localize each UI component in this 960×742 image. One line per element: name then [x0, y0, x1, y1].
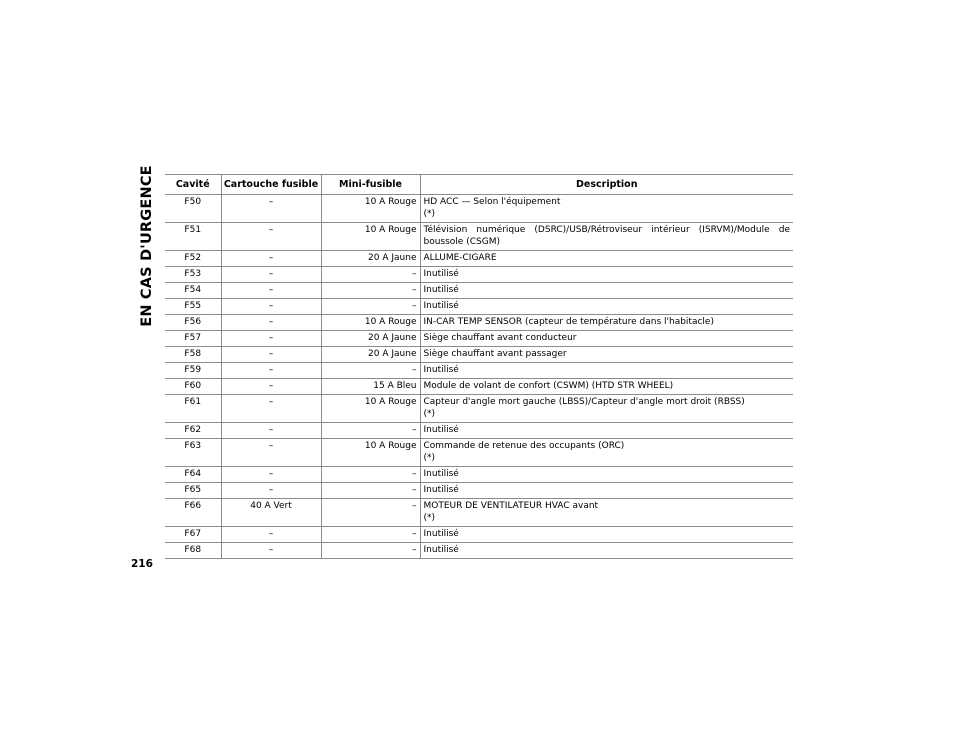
description-note: (*): [423, 409, 436, 419]
table-row: [165, 483, 793, 499]
cell-description: [420, 363, 793, 379]
cell-cavity: F61: [165, 395, 221, 423]
cell-mini: 10 A Rouge: [321, 439, 420, 467]
description-note: (*): [423, 453, 436, 463]
description-text: Inutilisé: [423, 469, 459, 479]
table-row: [165, 223, 793, 251]
cell-mini: 10 A Rouge: [321, 315, 420, 331]
cell-cartridge: –: [221, 283, 321, 299]
description-text: Inutilisé: [423, 529, 459, 539]
cell-cavity: F67: [165, 527, 221, 543]
cell-description: [420, 543, 793, 559]
cell-cartridge: –: [221, 331, 321, 347]
cell-mini: 20 A Jaune: [321, 347, 420, 363]
table-row: [165, 267, 793, 283]
table-row: [165, 195, 793, 223]
fuse-table-body: [165, 195, 793, 559]
cell-cartridge: –: [221, 251, 321, 267]
table-row: [165, 299, 793, 315]
cell-mini: 10 A Rouge: [321, 195, 420, 223]
cell-mini: –: [321, 499, 420, 527]
cell-cavity: F55: [165, 299, 221, 315]
description-text: Capteur d'angle mort gauche (LBSS)/Capteur d'angle mort droit (RBSS): [423, 397, 745, 407]
cell-mini: –: [321, 483, 420, 499]
cell-cartridge: –: [221, 299, 321, 315]
cell-cartridge: –: [221, 347, 321, 363]
description-text: Inutilisé: [423, 485, 459, 495]
description-text: Inutilisé: [423, 285, 459, 295]
cell-cartridge: –: [221, 423, 321, 439]
cell-mini: 10 A Rouge: [321, 395, 420, 423]
cell-cartridge: 40 A Vert: [221, 499, 321, 527]
cell-description: [420, 223, 793, 251]
table-row: [165, 251, 793, 267]
cell-cartridge: –: [221, 363, 321, 379]
cell-cartridge: –: [221, 379, 321, 395]
cell-cavity: F63: [165, 439, 221, 467]
cell-cavity: F62: [165, 423, 221, 439]
cell-cavity: F58: [165, 347, 221, 363]
cell-cavity: F56: [165, 315, 221, 331]
cell-cartridge: –: [221, 223, 321, 251]
description-text: Inutilisé: [423, 301, 459, 311]
cell-mini: –: [321, 543, 420, 559]
cell-description: [420, 499, 793, 527]
cell-cavity: F51: [165, 223, 221, 251]
cell-description: [420, 299, 793, 315]
table-row: [165, 347, 793, 363]
cell-cavity: F54: [165, 283, 221, 299]
description-text: MOTEUR DE VENTILATEUR HVAC avant: [423, 501, 599, 511]
cell-cavity: F68: [165, 543, 221, 559]
description-text: Inutilisé: [423, 269, 459, 279]
table-row: [165, 527, 793, 543]
table-row: [165, 543, 793, 559]
description-text: Siège chauffant avant conducteur: [423, 333, 577, 343]
cell-cavity: F66: [165, 499, 221, 527]
cell-mini: 20 A Jaune: [321, 331, 420, 347]
cell-cavity: F64: [165, 467, 221, 483]
cell-description: [420, 315, 793, 331]
description-text: Inutilisé: [423, 545, 459, 555]
cell-description: [420, 527, 793, 543]
table-row: [165, 379, 793, 395]
description-text: Inutilisé: [423, 425, 459, 435]
description-text: ALLUME-CIGARE: [423, 253, 497, 263]
table-row: [165, 331, 793, 347]
cell-mini: –: [321, 423, 420, 439]
cell-description: [420, 331, 793, 347]
cell-description: [420, 379, 793, 395]
description-note: (*): [423, 513, 436, 523]
table-header-row: [165, 175, 793, 195]
section-side-title: [131, 165, 163, 327]
cell-mini: –: [321, 363, 420, 379]
description-text: Commande de retenue des occupants (ORC): [423, 441, 625, 451]
description-text: Module de volant de confort (CSWM) (HTD STR WHEEL): [423, 381, 674, 391]
cell-cartridge: –: [221, 467, 321, 483]
header-description: Description: [420, 175, 793, 195]
cell-cartridge: –: [221, 439, 321, 467]
cell-mini: 15 A Bleu: [321, 379, 420, 395]
cell-description: [420, 439, 793, 467]
cell-cavity: F52: [165, 251, 221, 267]
cell-mini: 20 A Jaune: [321, 251, 420, 267]
table-row: [165, 439, 793, 467]
cell-mini: –: [321, 467, 420, 483]
table-row: [165, 467, 793, 483]
description-text: HD ACC — Selon l'équipement: [423, 197, 561, 207]
cell-description: [420, 283, 793, 299]
cell-cartridge: –: [221, 395, 321, 423]
section-title-text: EN CAS D'URGENCE: [139, 165, 156, 327]
table-row: [165, 363, 793, 379]
cell-cavity: F53: [165, 267, 221, 283]
cell-description: [420, 347, 793, 363]
cell-mini: –: [321, 283, 420, 299]
cell-mini: –: [321, 267, 420, 283]
table-row: [165, 423, 793, 439]
cell-mini: –: [321, 527, 420, 543]
cell-cartridge: –: [221, 527, 321, 543]
table-row: [165, 283, 793, 299]
cell-description: [420, 251, 793, 267]
cell-description: [420, 483, 793, 499]
cell-mini: –: [321, 299, 420, 315]
cell-cavity: F59: [165, 363, 221, 379]
description-text: Inutilisé: [423, 365, 459, 375]
cell-description: [420, 267, 793, 283]
fuse-table: [165, 174, 793, 559]
page-number: 216: [131, 558, 153, 570]
header-cavity: Cavité: [165, 175, 221, 195]
description-text: Siège chauffant avant passager: [423, 349, 567, 359]
cell-cavity: F50: [165, 195, 221, 223]
cell-cartridge: –: [221, 267, 321, 283]
cell-cavity: F57: [165, 331, 221, 347]
cell-cartridge: –: [221, 195, 321, 223]
table-row: [165, 395, 793, 423]
cell-description: [420, 395, 793, 423]
cell-cartridge: –: [221, 483, 321, 499]
table-row: [165, 499, 793, 527]
cell-description: [420, 423, 793, 439]
description-text: Télévision numérique (DSRC)/USB/Rétroviseur intérieur (ISRVM)/Module de boussole (CSGM): [423, 225, 790, 247]
cell-mini: 10 A Rouge: [321, 223, 420, 251]
header-mini: Mini-fusible: [321, 175, 420, 195]
cell-description: [420, 195, 793, 223]
cell-cavity: F60: [165, 379, 221, 395]
cell-description: [420, 467, 793, 483]
description-text: IN-CAR TEMP SENSOR (capteur de température dans l'habitacle): [423, 317, 714, 327]
header-cartridge: Cartouche fusible: [221, 175, 321, 195]
table-row: [165, 315, 793, 331]
cell-cartridge: –: [221, 315, 321, 331]
cell-cartridge: –: [221, 543, 321, 559]
description-note: (*): [423, 209, 436, 219]
cell-cavity: F65: [165, 483, 221, 499]
